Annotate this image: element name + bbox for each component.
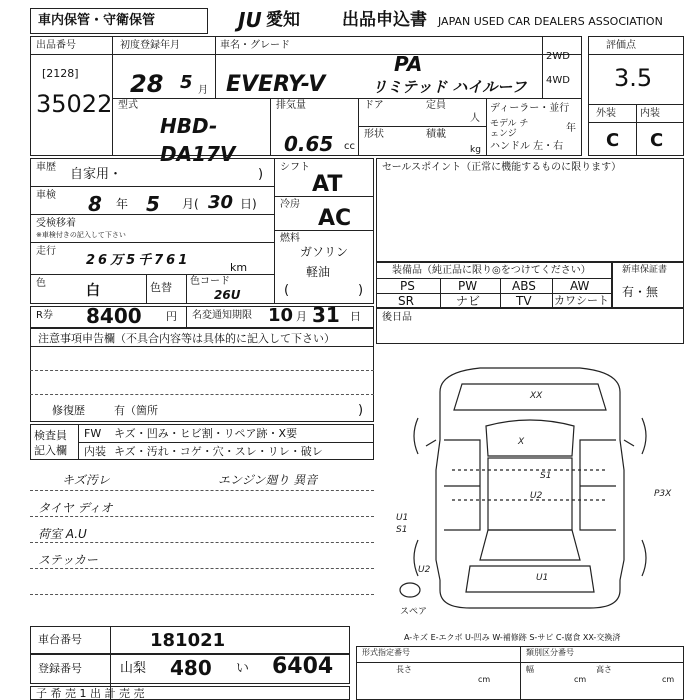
reg-month: 5 — [180, 72, 193, 93]
grade: リミテッド ハイルーフ — [372, 78, 527, 96]
diagram-mark-7: P3X — [654, 489, 672, 499]
caution-label: 注意事項申告欄（不具合内容等は具体的に記入して下さい） — [38, 332, 335, 345]
note-right: エンジン廻り 異音 — [218, 473, 318, 487]
capacity-label: 定員 — [426, 100, 446, 111]
model-label: 型式 — [118, 100, 138, 111]
ac-value: AC — [318, 206, 352, 231]
steering-label: ハンドル 左・右 — [490, 141, 564, 152]
form-title: 出品申込書 — [342, 10, 427, 30]
chassis-label: 車台番号 — [38, 633, 82, 646]
ju-logo-mark: JU — [238, 8, 262, 32]
diagram-mark-5: U1 — [396, 513, 409, 523]
door-label: ドア — [364, 100, 384, 111]
shaken-month: 5 — [146, 192, 160, 216]
grade-pa: PA — [394, 52, 423, 76]
lot-label: 出品番号 — [36, 40, 76, 51]
model-change-label: モデル チェンジ — [490, 119, 529, 139]
sales-point-label: セールスポイント（正常に機能するものに限ります） — [382, 162, 622, 173]
fuel-diesel: 軽油 — [306, 265, 331, 279]
fuel-label: 燃料 — [280, 233, 300, 244]
plate-class: 480 — [170, 656, 212, 680]
plate-kana: い — [236, 661, 250, 676]
deadline-month: 10 — [268, 305, 294, 326]
score-value: 3.5 — [614, 64, 653, 92]
shaken-label: 車検 — [36, 190, 56, 201]
recycle-unit: 円 — [166, 310, 177, 323]
load-label: 積載 — [426, 129, 446, 140]
note-line-4: ステッカー — [38, 553, 98, 567]
dealer-label: ディーラー・並行 — [490, 103, 570, 114]
recycle-label: R券 — [36, 310, 53, 321]
color-code-value: 26U — [214, 288, 241, 302]
inspector-label-2: 記入欄 — [34, 444, 67, 457]
diagram-mark-9: U2 — [418, 565, 431, 575]
diagram-mark-3: S1 — [540, 471, 552, 481]
diagram-mark-8: U1 — [536, 573, 549, 583]
exterior-grade: C — [606, 130, 620, 151]
repair-paren: ) — [358, 403, 364, 418]
interior-grade: C — [650, 130, 664, 151]
diagram-mark-4: U2 — [530, 491, 543, 501]
warranty-label: 新車保証書 — [622, 265, 668, 275]
diagram-mark-1: XX — [530, 391, 543, 401]
mileage-unit: km — [230, 261, 248, 274]
equip-pw: PW — [458, 279, 478, 293]
shift-value: AT — [312, 172, 343, 197]
note-line-2: タイヤ ディオ — [38, 501, 113, 515]
interior-check-items: キズ・汚れ・コゲ・穴・スレ・リレ・破レ — [114, 445, 323, 458]
year-unit: 年 — [566, 123, 576, 134]
equip-aw: AW — [570, 279, 590, 293]
note-line-3: 荷室 A.U — [38, 527, 87, 541]
history-value: 自家用・ — [70, 167, 123, 182]
mileage-label: 走行 — [36, 246, 56, 257]
plate-area: 山梨 — [120, 661, 147, 676]
shape-label: 形状 — [364, 129, 384, 140]
displacement-unit: cc — [344, 141, 355, 152]
shaken-year-unit: 年 — [116, 197, 129, 211]
displacement-value: 0.65 — [284, 132, 334, 156]
interior-check-label: 内装 — [84, 445, 106, 458]
note-line-1: キズ汚レ — [62, 473, 110, 487]
after-items-label: 後日品 — [382, 312, 412, 323]
fuel-gas: ガソリン — [300, 245, 349, 259]
car-name-label: 車名・グレード — [220, 40, 290, 51]
equip-tv: TV — [516, 294, 532, 308]
cm-unit-3: cm — [662, 675, 675, 684]
diagram-mark-2: X — [518, 437, 525, 447]
equip-abs: ABS — [512, 279, 536, 293]
color-label: 色 — [36, 278, 46, 289]
color-code-label: 色コード — [190, 276, 230, 287]
interior-label: 内装 — [640, 108, 660, 119]
drive-2wd: 2WD — [546, 51, 570, 62]
chassis-value: 181021 — [150, 630, 226, 651]
fw-items: キズ・凹み・ヒビ割・リペア跡・X要 — [114, 427, 298, 440]
equip-sr: SR — [398, 294, 414, 308]
shaken-year: 8 — [88, 192, 102, 216]
deadline-day-unit: 日 — [350, 310, 361, 323]
lot-code: [2128] — [42, 67, 79, 80]
reg-year: 28 — [130, 70, 164, 98]
transport-label: 受検移着 — [36, 218, 76, 229]
shaken-day: 30 — [208, 192, 234, 213]
equip-navi: ナビ — [456, 294, 481, 308]
mileage-value: 26万5千761 — [86, 253, 191, 268]
association-name: JAPAN USED CAR DEALERS ASSOCIATION — [438, 15, 663, 28]
model-value: HBD-DA17V — [160, 114, 236, 166]
inspector-label: 検査員 — [34, 429, 67, 442]
color-value: 白 — [86, 283, 100, 299]
size-label: 形式指定番号 — [362, 648, 410, 657]
plate-label: 登録番号 — [38, 662, 82, 675]
repair-value: 有（箇所 — [114, 404, 158, 417]
equip-seat: カワシート — [554, 294, 609, 307]
color-change-label: 色替 — [150, 281, 172, 294]
fw-label: FW — [84, 427, 102, 440]
cm-unit-2: cm — [574, 675, 587, 684]
history-paren: ) — [258, 167, 264, 182]
fuel-paren: ( — [284, 283, 290, 298]
score-label: 評価点 — [606, 40, 636, 51]
logo-name: 愛知 — [266, 10, 300, 30]
capacity-unit: 人 — [470, 113, 480, 124]
warranty-value: 有・無 — [622, 285, 659, 299]
bottom-row: 子 希 売 1 出 計 売 売 — [36, 687, 145, 700]
repair-label: 修復歴 — [52, 404, 85, 417]
storage-label: 車内保管・守衛保管 — [38, 13, 156, 28]
transport-note: ※車検付きの記入して下さい — [36, 231, 126, 239]
reg-date-label: 初度登録年月 — [120, 40, 180, 51]
equip-ps: PS — [400, 279, 415, 293]
displacement-label: 排気量 — [276, 100, 306, 111]
history-label: 車歴 — [36, 162, 56, 173]
lot-number: 35022 — [36, 90, 113, 118]
exterior-label: 外装 — [596, 108, 616, 119]
diagram-mark-6: S1 — [396, 525, 408, 535]
shaken-month-unit: 月( — [182, 197, 199, 211]
damage-legend: A-キズ E-エクボ U-凹み W-補修跡 S-サビ C-腐食 XX-交換済 — [404, 633, 621, 642]
reg-month-unit: 月 — [198, 85, 208, 96]
cm-unit-1: cm — [478, 675, 491, 684]
fuel-paren-close: ) — [358, 283, 364, 298]
deadline-month-unit: 月 — [296, 310, 307, 323]
size-label-2: 類別区分番号 — [526, 648, 574, 657]
drive-4wd: 4WD — [546, 75, 570, 86]
shaken-day-unit: 日) — [240, 197, 257, 211]
ac-label: 冷房 — [280, 199, 300, 210]
equipment-label: 装備品（純正品に限り◎をつけてください） — [392, 265, 591, 276]
width-label: 幅 — [526, 665, 534, 674]
shift-label: シフト — [280, 162, 310, 173]
deadline-day: 31 — [312, 303, 340, 327]
car-name: EVERY-V — [226, 72, 326, 97]
name-change-label: 名変通知期限 — [192, 310, 252, 321]
load-unit: kg — [470, 145, 481, 155]
length-label: 長さ — [396, 665, 412, 674]
spare-label: スペア — [400, 607, 428, 617]
plate-number: 6404 — [272, 654, 334, 679]
recycle-value: 8400 — [86, 304, 142, 328]
height-label: 高さ — [596, 665, 612, 674]
